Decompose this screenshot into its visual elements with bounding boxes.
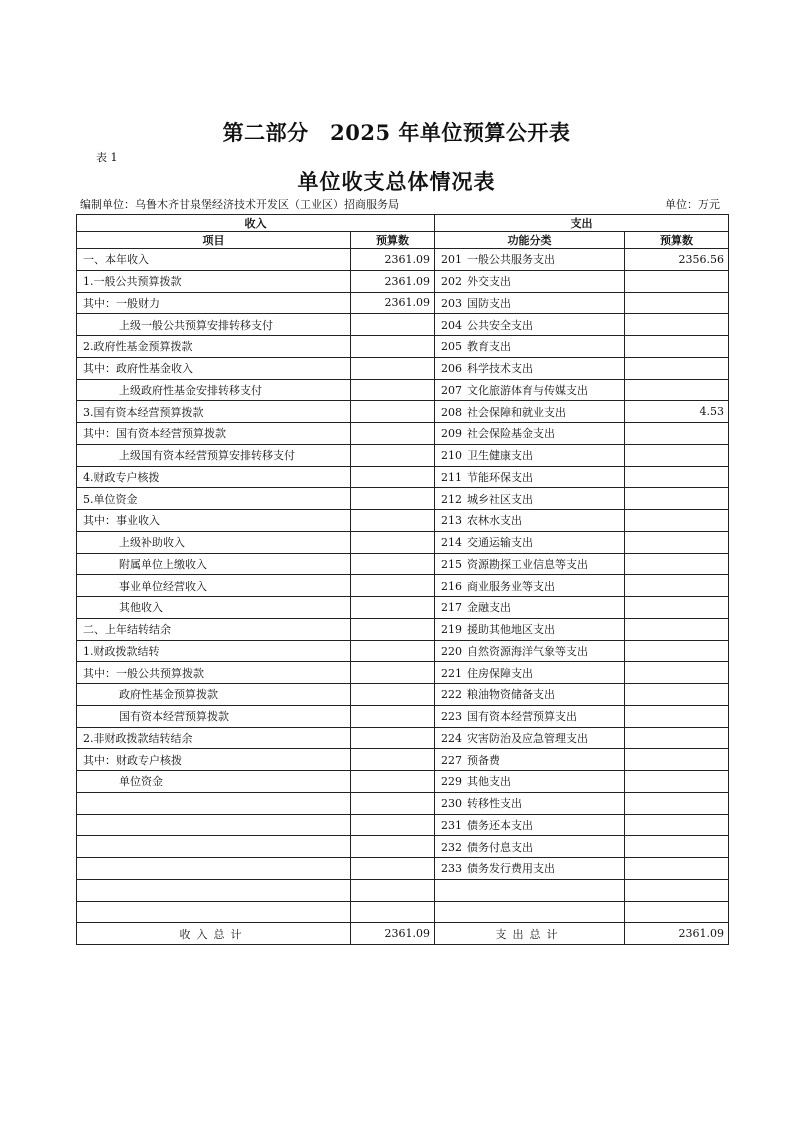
expense-value xyxy=(625,510,729,532)
function-name: 一般公共服务支出 xyxy=(467,253,555,267)
meta-row xyxy=(80,196,720,212)
table-row xyxy=(77,531,729,553)
table-title: 单位收支总体情况表 xyxy=(297,169,496,194)
expense-header: 支出 xyxy=(435,215,729,232)
expense-item xyxy=(435,423,625,445)
expense-value xyxy=(625,466,729,488)
income-item: 其中：事业收入 xyxy=(77,510,351,532)
table-row xyxy=(77,510,729,532)
expense-value xyxy=(625,727,729,749)
income-header: 收入 xyxy=(77,215,435,232)
expense-value xyxy=(625,792,729,814)
col-budget2-header: 预算数 xyxy=(625,232,729,249)
function-name: 城乡社区支出 xyxy=(467,492,533,506)
function-code: 201 xyxy=(441,253,462,267)
income-value xyxy=(351,575,435,597)
expense-item xyxy=(435,749,625,771)
income-item: 上级国有资本经营预算安排转移支付 xyxy=(77,444,351,466)
income-value: 2361.09 xyxy=(351,270,435,292)
function-name: 教育支出 xyxy=(467,340,511,354)
income-value xyxy=(351,597,435,619)
expense-value xyxy=(625,684,729,706)
function-name: 资源勘探工业信息等支出 xyxy=(467,557,588,571)
expense-item xyxy=(435,249,625,271)
expense-total-value: 2361.09 xyxy=(625,923,729,945)
function-name: 灾害防治及应急管理支出 xyxy=(467,731,588,745)
expense-value xyxy=(625,749,729,771)
function-code: 209 xyxy=(441,427,462,441)
function-name: 债务还本支出 xyxy=(467,818,533,832)
income-item: 其中：一般财力 xyxy=(77,292,351,314)
expense-value xyxy=(625,553,729,575)
income-value: 2361.09 xyxy=(351,249,435,271)
income-value xyxy=(351,814,435,836)
function-name: 自然资源海洋气象等支出 xyxy=(467,644,588,658)
function-name: 粮油物资储备支出 xyxy=(467,688,555,702)
function-code: 216 xyxy=(441,579,462,593)
income-item: 政府性基金预算拨款 xyxy=(77,684,351,706)
function-code: 207 xyxy=(441,383,462,397)
income-item xyxy=(77,879,351,901)
function-code: 222 xyxy=(441,688,462,702)
income-item: 其中：一般公共预算拨款 xyxy=(77,662,351,684)
expense-value xyxy=(625,662,729,684)
function-code: 203 xyxy=(441,296,462,310)
income-item: 一、本年收入 xyxy=(77,249,351,271)
function-code: 223 xyxy=(441,710,462,724)
budget-table xyxy=(76,214,729,945)
expense-item xyxy=(435,705,625,727)
income-item: 上级一般公共预算安排转移支付 xyxy=(77,314,351,336)
expense-item xyxy=(435,510,625,532)
income-item: 事业单位经营收入 xyxy=(77,575,351,597)
income-value xyxy=(351,379,435,401)
function-code: 221 xyxy=(441,666,462,680)
total-row xyxy=(77,923,729,945)
expense-value xyxy=(625,640,729,662)
income-item: 附属单位上缴收入 xyxy=(77,553,351,575)
function-code: 233 xyxy=(441,862,462,876)
function-name: 商业服务业等支出 xyxy=(467,579,555,593)
income-value xyxy=(351,423,435,445)
expense-item xyxy=(435,314,625,336)
table-row xyxy=(77,423,729,445)
table-row xyxy=(77,575,729,597)
table-row xyxy=(77,814,729,836)
expense-item xyxy=(435,357,625,379)
expense-item xyxy=(435,858,625,880)
expense-value: 2356.56 xyxy=(625,249,729,271)
function-name: 援助其他地区支出 xyxy=(467,623,555,637)
expense-item xyxy=(435,270,625,292)
table-row xyxy=(77,357,729,379)
income-value xyxy=(351,357,435,379)
income-value xyxy=(351,336,435,358)
document-title: 第二部分 2025 年单位预算公开表 xyxy=(222,120,571,145)
income-item xyxy=(77,858,351,880)
table-row xyxy=(77,336,729,358)
table-row xyxy=(77,836,729,858)
income-total-value: 2361.09 xyxy=(351,923,435,945)
function-name: 外交支出 xyxy=(467,275,511,289)
function-name: 国有资本经营预算支出 xyxy=(467,710,577,724)
table-row xyxy=(77,597,729,619)
col-func-header: 功能分类 xyxy=(435,232,625,249)
expense-value xyxy=(625,292,729,314)
income-item: 5.单位资金 xyxy=(77,488,351,510)
function-code: 229 xyxy=(441,775,462,789)
function-name: 社会保障和就业支出 xyxy=(467,405,566,419)
expense-value xyxy=(625,423,729,445)
expense-item xyxy=(435,662,625,684)
function-name: 金融支出 xyxy=(467,601,511,615)
income-value xyxy=(351,836,435,858)
income-value xyxy=(351,640,435,662)
income-item: 1.财政拨款结转 xyxy=(77,640,351,662)
table-row xyxy=(77,314,729,336)
table-row xyxy=(77,292,729,314)
function-code: 212 xyxy=(441,492,462,506)
header-row-sections xyxy=(77,215,729,232)
function-code: 224 xyxy=(441,731,462,745)
table-row xyxy=(77,401,729,423)
income-item: 二、上年结转结余 xyxy=(77,618,351,640)
table-row xyxy=(77,270,729,292)
expense-value xyxy=(625,379,729,401)
table-row xyxy=(77,792,729,814)
income-value xyxy=(351,510,435,532)
expense-value xyxy=(625,488,729,510)
income-value xyxy=(351,444,435,466)
expense-item xyxy=(435,597,625,619)
table-row xyxy=(77,249,729,271)
income-value xyxy=(351,901,435,923)
function-code: 215 xyxy=(441,557,462,571)
function-name: 住房保障支出 xyxy=(467,666,533,680)
expense-item xyxy=(435,901,625,923)
function-code: 214 xyxy=(441,536,462,550)
expense-value xyxy=(625,314,729,336)
function-code: 210 xyxy=(441,449,462,463)
function-code: 227 xyxy=(441,753,462,767)
function-name: 转移性支出 xyxy=(467,797,522,811)
expense-value xyxy=(625,357,729,379)
expense-item xyxy=(435,640,625,662)
expense-item xyxy=(435,684,625,706)
function-code: 219 xyxy=(441,623,462,637)
expense-item xyxy=(435,618,625,640)
expense-item xyxy=(435,401,625,423)
income-item: 2.政府性基金预算拨款 xyxy=(77,336,351,358)
table-row xyxy=(77,705,729,727)
expense-item xyxy=(435,879,625,901)
expense-item xyxy=(435,444,625,466)
income-item: 4.财政专户核拨 xyxy=(77,466,351,488)
expense-total-label: 支出总计 xyxy=(435,923,625,945)
table-row xyxy=(77,618,729,640)
income-value xyxy=(351,488,435,510)
function-name: 文化旅游体育与传媒支出 xyxy=(467,383,588,397)
expense-value xyxy=(625,879,729,901)
function-code: 211 xyxy=(441,470,462,484)
function-name: 公共安全支出 xyxy=(467,318,533,332)
income-value xyxy=(351,727,435,749)
income-item xyxy=(77,814,351,836)
income-value xyxy=(351,684,435,706)
table-row xyxy=(77,727,729,749)
income-value xyxy=(351,705,435,727)
function-name: 农林水支出 xyxy=(467,514,522,528)
function-code: 230 xyxy=(441,797,462,811)
income-item: 3.国有资本经营预算拨款 xyxy=(77,401,351,423)
table-row xyxy=(77,662,729,684)
income-item: 1.一般公共预算拨款 xyxy=(77,270,351,292)
expense-item xyxy=(435,771,625,793)
function-code: 205 xyxy=(441,340,462,354)
function-name: 债务发行费用支出 xyxy=(467,862,555,876)
expense-value xyxy=(625,814,729,836)
expense-value xyxy=(625,618,729,640)
expense-value xyxy=(625,901,729,923)
income-value xyxy=(351,466,435,488)
expense-item xyxy=(435,292,625,314)
expense-value xyxy=(625,836,729,858)
function-code: 204 xyxy=(441,318,462,332)
income-item: 其中：国有资本经营预算拨款 xyxy=(77,423,351,445)
income-item xyxy=(77,901,351,923)
expense-value xyxy=(625,575,729,597)
income-item: 上级补助收入 xyxy=(77,531,351,553)
expense-item xyxy=(435,792,625,814)
income-value xyxy=(351,618,435,640)
expense-value xyxy=(625,597,729,619)
function-name: 其他支出 xyxy=(467,775,511,789)
table-number: 表 1 xyxy=(96,151,118,164)
expense-value: 4.53 xyxy=(625,401,729,423)
table-row xyxy=(77,901,729,923)
income-value xyxy=(351,749,435,771)
function-name: 交通运输支出 xyxy=(467,536,533,550)
table-row xyxy=(77,684,729,706)
income-item: 其他收入 xyxy=(77,597,351,619)
function-code: 202 xyxy=(441,275,462,289)
function-code: 232 xyxy=(441,840,462,854)
expense-value xyxy=(625,336,729,358)
expense-item xyxy=(435,488,625,510)
expense-value xyxy=(625,705,729,727)
col-budget-header: 预算数 xyxy=(351,232,435,249)
income-value xyxy=(351,314,435,336)
function-name: 卫生健康支出 xyxy=(467,449,533,463)
function-name: 节能环保支出 xyxy=(467,470,533,484)
table-row xyxy=(77,858,729,880)
income-value xyxy=(351,662,435,684)
income-value xyxy=(351,553,435,575)
income-value xyxy=(351,879,435,901)
function-code: 231 xyxy=(441,818,462,832)
function-name: 预备费 xyxy=(467,753,500,767)
expense-item xyxy=(435,727,625,749)
table-row xyxy=(77,640,729,662)
income-item: 其中：财政专户核拨 xyxy=(77,749,351,771)
table-row xyxy=(77,444,729,466)
expense-value xyxy=(625,771,729,793)
table-row xyxy=(77,466,729,488)
expense-item xyxy=(435,575,625,597)
expense-item xyxy=(435,379,625,401)
income-item: 单位资金 xyxy=(77,771,351,793)
table-row xyxy=(77,771,729,793)
function-name: 科学技术支出 xyxy=(467,362,533,376)
header-row-columns xyxy=(77,232,729,249)
table-row xyxy=(77,553,729,575)
function-name: 债务付息支出 xyxy=(467,840,533,854)
income-value xyxy=(351,401,435,423)
expense-value xyxy=(625,858,729,880)
function-name: 社会保险基金支出 xyxy=(467,427,555,441)
unit-label: 单位：万元 xyxy=(665,198,720,211)
function-code: 208 xyxy=(441,405,462,419)
expense-value xyxy=(625,270,729,292)
income-item: 其中：政府性基金收入 xyxy=(77,357,351,379)
income-value: 2361.09 xyxy=(351,292,435,314)
function-code: 220 xyxy=(441,644,462,658)
expense-item xyxy=(435,466,625,488)
income-value xyxy=(351,531,435,553)
table-body xyxy=(77,249,729,923)
expense-value xyxy=(625,531,729,553)
function-code: 206 xyxy=(441,362,462,376)
function-code: 213 xyxy=(441,514,462,528)
income-item: 2.非财政拨款结转结余 xyxy=(77,727,351,749)
org-name: 编制单位：乌鲁木齐甘泉堡经济技术开发区（工业区）招商服务局 xyxy=(80,198,399,211)
expense-item xyxy=(435,531,625,553)
function-name: 国防支出 xyxy=(467,296,511,310)
col-item-header: 项目 xyxy=(77,232,351,249)
income-value xyxy=(351,771,435,793)
table-row xyxy=(77,749,729,771)
table-row xyxy=(77,488,729,510)
expense-value xyxy=(625,444,729,466)
income-item: 国有资本经营预算拨款 xyxy=(77,705,351,727)
income-value xyxy=(351,792,435,814)
expense-item xyxy=(435,814,625,836)
income-item xyxy=(77,792,351,814)
function-code: 217 xyxy=(441,601,462,615)
table-row xyxy=(77,379,729,401)
table-row xyxy=(77,879,729,901)
income-item: 上级政府性基金安排转移支付 xyxy=(77,379,351,401)
expense-item xyxy=(435,336,625,358)
income-value xyxy=(351,858,435,880)
income-total-label: 收入总计 xyxy=(77,923,351,945)
income-item xyxy=(77,836,351,858)
expense-item xyxy=(435,836,625,858)
expense-item xyxy=(435,553,625,575)
